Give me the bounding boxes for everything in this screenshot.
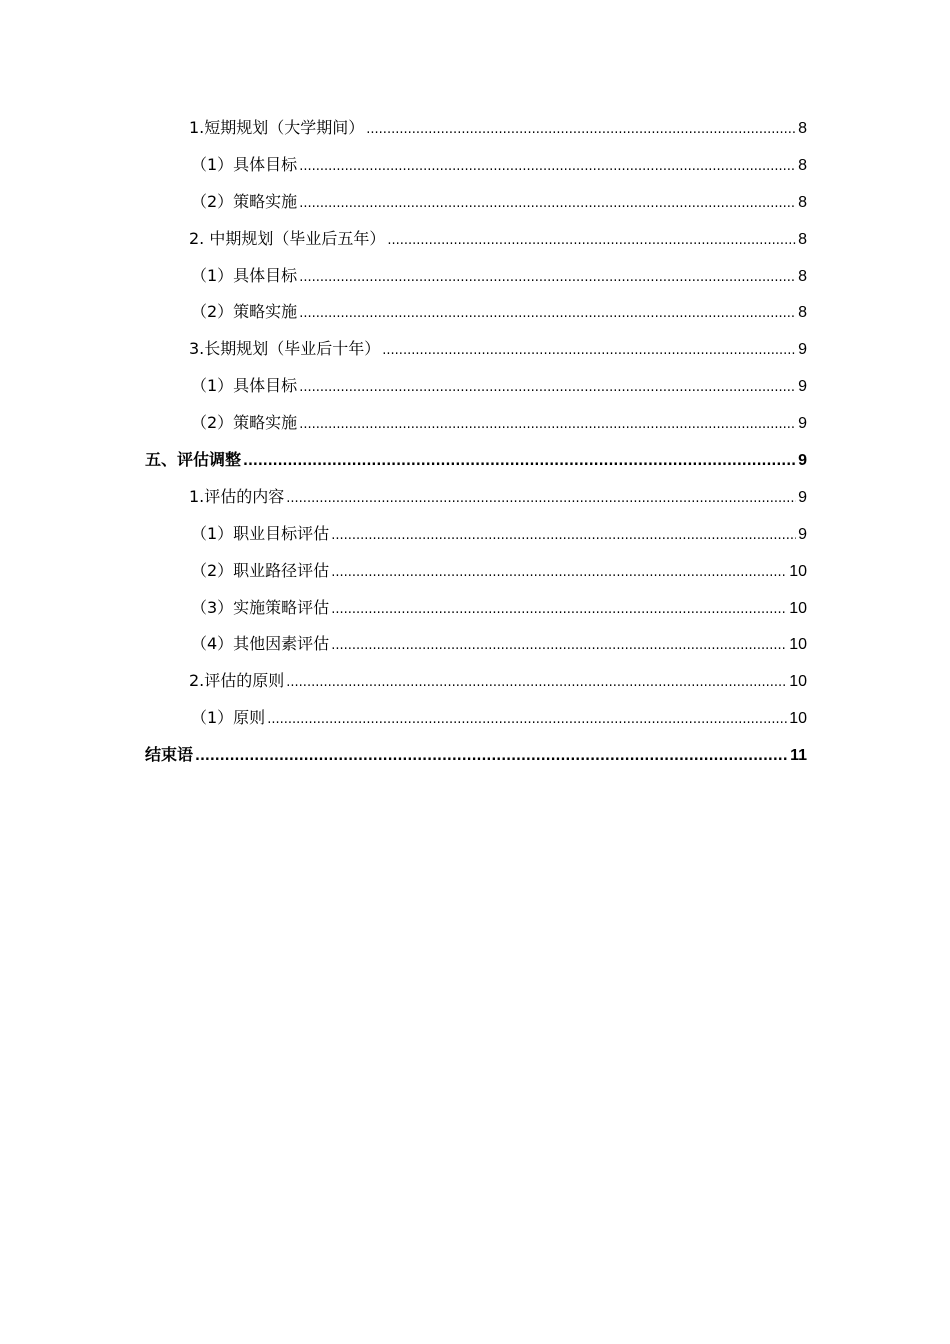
toc-page-number: 9 [798, 415, 807, 433]
toc-dot-leader [299, 370, 796, 407]
toc-page-number: 9 [798, 341, 807, 359]
toc-page-number: 10 [789, 710, 807, 728]
toc-page-number: 9 [798, 378, 807, 396]
table-of-contents [145, 110, 807, 774]
toc-entry[interactable] [145, 700, 807, 737]
toc-entry-title: （1）具体目标 [191, 265, 298, 285]
toc-entry-title: （2）职业路径评估 [191, 560, 330, 580]
toc-page-number: 9 [798, 488, 807, 506]
toc-entry-title: （2）策略实施 [191, 191, 298, 211]
toc-dot-leader [195, 739, 788, 776]
toc-dot-leader [387, 223, 796, 260]
toc-entry-title: （1）具体目标 [191, 154, 298, 174]
toc-dot-leader [331, 518, 796, 555]
toc-dot-leader [331, 592, 787, 629]
toc-page-number: 10 [789, 673, 807, 691]
toc-entry[interactable] [145, 590, 807, 627]
toc-entry[interactable] [145, 553, 807, 590]
toc-entry-title: 结束语 [145, 745, 194, 765]
toc-page-number: 8 [798, 193, 807, 211]
toc-dot-leader [299, 186, 796, 223]
toc-dot-leader [331, 628, 787, 665]
toc-entry-title: 2.评估的原则 [189, 671, 285, 691]
toc-page-number: 8 [798, 267, 807, 285]
toc-page-number: 9 [798, 525, 807, 543]
toc-entry[interactable] [145, 516, 807, 553]
toc-dot-leader [267, 702, 787, 739]
toc-entry-title: 五、评估调整 [145, 450, 242, 470]
toc-entry-title: （4）其他因素评估 [191, 634, 330, 654]
toc-dot-leader [243, 444, 796, 481]
toc-entry-title: 1.评估的内容 [189, 486, 285, 506]
toc-dot-leader [299, 260, 796, 297]
toc-entry-title: （1）原则 [191, 708, 266, 728]
toc-entry[interactable] [145, 110, 807, 147]
toc-entry[interactable] [145, 147, 807, 184]
toc-entry[interactable] [145, 479, 807, 516]
toc-page-number: 8 [798, 230, 807, 248]
toc-entry[interactable] [145, 737, 807, 774]
toc-entry-title: 3.长期规划（毕业后十年） [189, 339, 381, 359]
toc-entry-title: （3）实施策略评估 [191, 597, 330, 617]
toc-dot-leader [366, 112, 796, 149]
toc-dot-leader [299, 407, 796, 444]
toc-page-number: 10 [789, 636, 807, 654]
toc-entry-title: （2）策略实施 [191, 302, 298, 322]
toc-dot-leader [286, 481, 796, 518]
toc-dot-leader [331, 555, 787, 592]
toc-page-number: 8 [798, 304, 807, 322]
toc-entry[interactable] [145, 626, 807, 663]
toc-entry[interactable] [145, 294, 807, 331]
toc-dot-leader [299, 149, 796, 186]
toc-entry[interactable] [145, 331, 807, 368]
toc-dot-leader [286, 665, 787, 702]
toc-entry[interactable] [145, 405, 807, 442]
toc-entry[interactable] [145, 663, 807, 700]
toc-dot-leader [299, 296, 796, 333]
toc-page-number: 10 [789, 562, 807, 580]
toc-dot-leader [382, 333, 796, 370]
toc-entry[interactable] [145, 184, 807, 221]
toc-entry[interactable] [145, 368, 807, 405]
toc-entry[interactable] [145, 221, 807, 258]
toc-page-number: 8 [798, 120, 807, 137]
toc-entry-title: 1.短期规划（大学期间） [189, 118, 365, 137]
toc-entry-title: 2. 中期规划（毕业后五年） [189, 228, 386, 248]
toc-page-number: 10 [789, 599, 807, 617]
toc-page-number: 9 [798, 452, 807, 470]
toc-page-number: 8 [798, 156, 807, 174]
toc-entry-title: （1）具体目标 [191, 376, 298, 396]
toc-page-number: 11 [790, 747, 807, 765]
toc-entry[interactable] [145, 442, 807, 479]
toc-entry-title: （2）策略实施 [191, 413, 298, 433]
toc-entry[interactable] [145, 258, 807, 295]
toc-entry-title: （1）职业目标评估 [191, 523, 330, 543]
